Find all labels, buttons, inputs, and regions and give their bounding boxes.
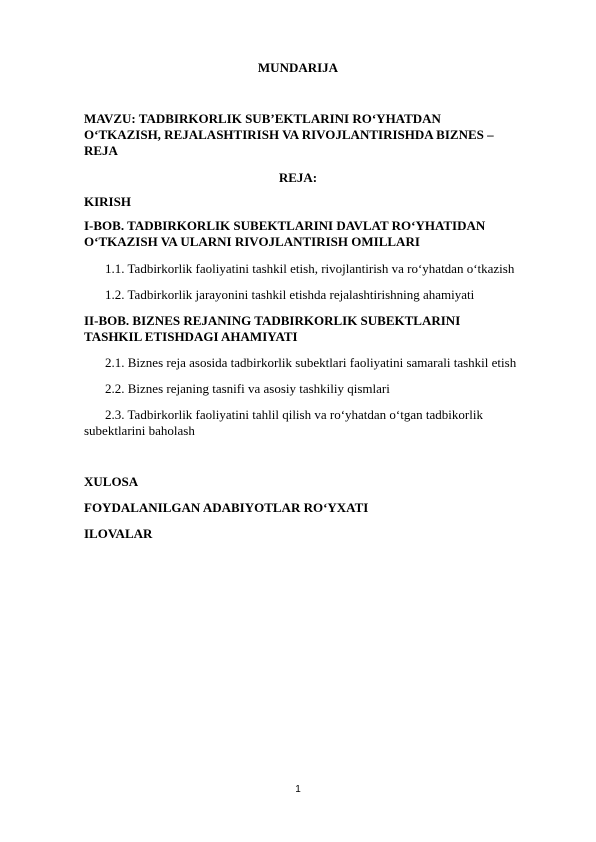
page-number: 1 xyxy=(295,784,301,795)
section-1-2: 1.2. Tadbirkorlik jarayonini tashkil etishda rejalashtirishning ahamiyati xyxy=(105,287,475,302)
section-1-1: 1.1. Tadbirkorlik faoliyatini tashkil etish, rivojlantirish va ro‘yhatdan o‘tkazish xyxy=(105,261,515,276)
plan-heading: REJA: xyxy=(278,170,318,185)
section-2-3-line-1: 2.3. Tadbirkorlik faoliyatini tahlil qilish va ro‘yhatdan o‘tgan tadbikorlik xyxy=(105,407,483,422)
section-2-1: 2.1. Biznes reja asosida tadbirkorlik subektlari faoliyatini samarali tashkil etish xyxy=(105,355,517,370)
appendices-item: ILOVALAR xyxy=(84,526,153,541)
topic-line-1: MAVZU: TADBIRKORLIK SUB’EKTLARINI RO‘YHATDAN xyxy=(84,111,441,126)
chapter-2-title-line-1: II-BOB. BIZNES REJANING TADBIRKORLIK SUBEKTLARINI xyxy=(84,313,461,328)
page-title: MUNDARIJA xyxy=(257,60,339,75)
chapter-1-title-line-2: O‘TKAZISH VA ULARNI RIVOJLANTIRISH OMILLARI xyxy=(84,234,420,249)
section-2-2: 2.2. Biznes rejaning tasnifi va asosiy tashkiliy qismlari xyxy=(105,381,390,396)
chapter-1-title-line-1: I-BOB. TADBIRKORLIK SUBEKTLARINI DAVLAT RO‘YHATIDAN xyxy=(84,218,486,233)
topic-line-2: O‘TKAZISH, REJALASHTIRISH VA RIVOJLANTIRISHDA BIZNES – xyxy=(84,127,494,142)
references-item: FOYDALANILGAN ADABIYOTLAR RO‘YXATI xyxy=(84,500,369,515)
conclusion-item: XULOSA xyxy=(84,474,139,489)
section-2-3-line-2: subektlarini baholash xyxy=(84,423,195,438)
chapter-2-title-line-2: TASHKIL ETISHDAGI AHAMIYATI xyxy=(84,329,298,344)
topic-line-3: REJA xyxy=(84,143,118,158)
intro-item: KIRISH xyxy=(84,194,131,209)
